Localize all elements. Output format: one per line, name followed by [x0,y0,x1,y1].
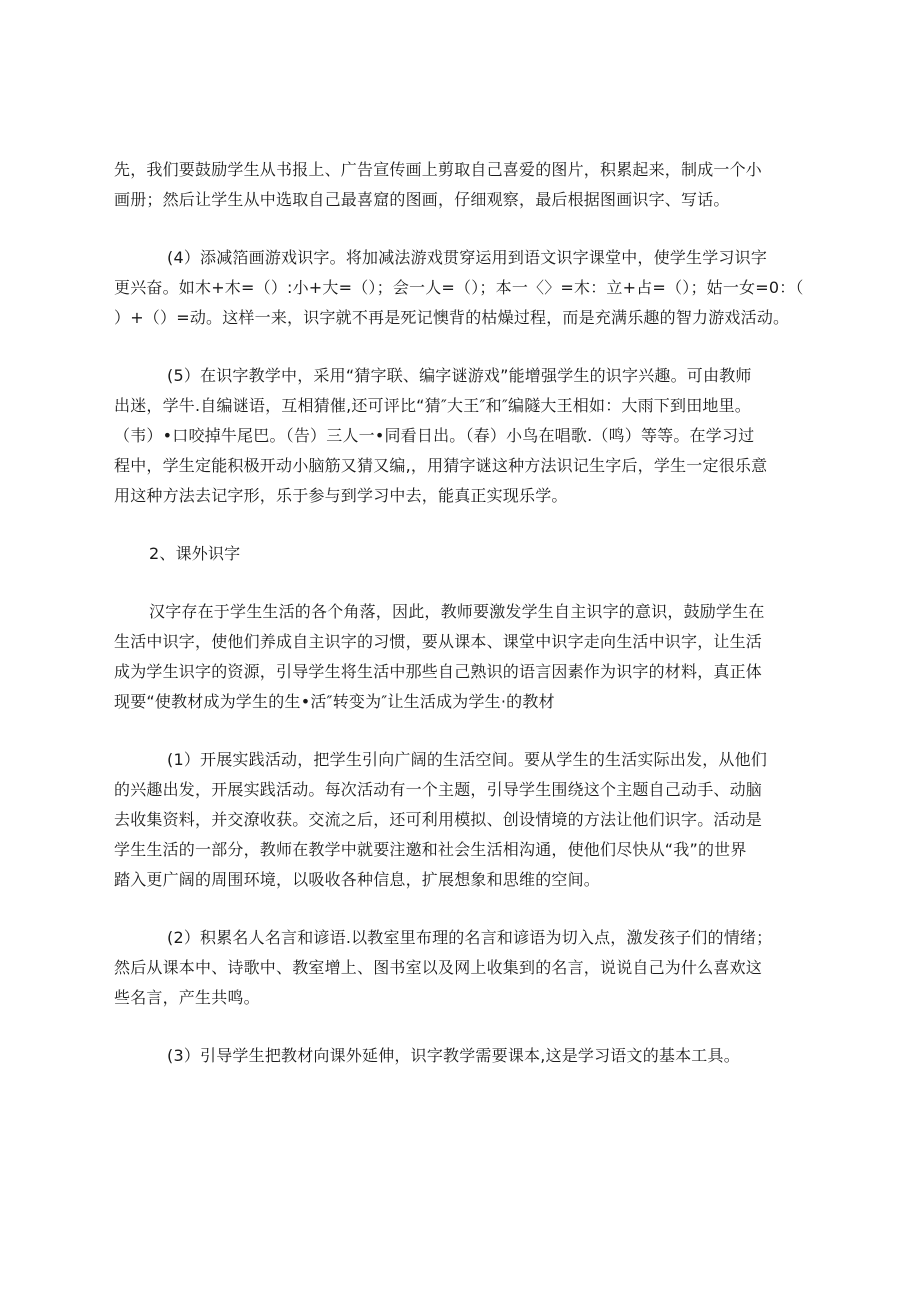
text-line: (2）积累名人名言和谚语.以教室里布理的名言和谚语为切入点，激发孩子们的情绪； [167,928,773,947]
paragraph-item-5 [114,361,804,511]
text-line: 然后从课本中、诗歌中、教室增上、图书室以及网上收集到的名言，说说自己为什么喜欢这 [114,958,763,977]
text-line: 现要“使教材成为学生的生•活″转变为″让生活成为学生·的教材 [114,692,555,711]
paragraph-item-1 [114,745,804,895]
text-line: 先，我们要鼓励学生从书报上、广告宣传画上剪取自己喜爱的图片，积累起来，制成一个小 [114,160,763,179]
text-line: 些名言，产生共鸣。 [114,988,260,1007]
text-line: 程中，学生定能积极开动小脑筋又猜又编,，用猜字谜这种方法识记生字后，学生一定很乐意 [114,456,768,475]
text-line: 踏入更广阔的周围环境，以吸收各种信息，扩展想象和思维的空间。 [114,870,601,889]
text-line: 画册；然后让学生从中选取自己最喜窟的图画，仔细观察，最后根据图画识字、写话。 [114,190,730,209]
text-line: 更兴奋。如木+木=（）:小+大=（）；会一人=（）；本一〈〉=木：立+占=（）；姑一女=0：（ [114,278,804,297]
text-line: 学生生活的一部分，教师在教学中就要注邀和社会生活相沟通，使他们尽快从“我”的世界 [114,840,747,859]
paragraph-item-2 [114,923,804,1013]
text-line: (1）开展实践活动，把学生引向广阔的生活空间。要从学生的生活实际出发，从他们 [167,750,768,769]
paragraph-continuation [114,155,804,215]
text-line: 生活中识字，使他们养成自主识字的习惯，要从课本、课堂中识字走向生活中识字，让生活 [114,632,763,651]
text-line: ）+（）=动。这样一来，识字就不再是死记懊背的枯燥过程，而是充满乐趣的智力游戏活动。 [114,308,790,327]
text-line: 汉字存在于学生生活的各个角落，因此，教师要激发学生自主识字的意识，鼓励学生在 [149,602,765,621]
text-line: 成为学生识字的资源，引导学生将生活中那些自己熟识的语言因素作为识字的材料，真正体 [114,662,763,681]
text-line: （韦）•口咬掉牛尾巴。（告）三人一•同看日出。（春）小鸟在唱歌.（鸣）等等。在学习过 [114,426,755,445]
paragraph-extracurricular-intro [114,597,804,717]
paragraph-item-4 [114,243,804,333]
heading-text: 2、课外识字 [149,544,241,563]
text-line: 用这种方法去记字形，乐于参与到学习中去，能真正实现乐学。 [114,486,568,505]
paragraph-item-3 [114,1041,804,1071]
text-line: (4）添减箔画游戏识字。将加减法游戏贯穿运用到语文识字课堂中，使学生学习识字 [167,248,768,267]
text-line: 的兴趣出发，开展实践活动。每次活动有一个主题，引导学生围绕这个主题自己动手、动脑 [114,780,763,799]
text-line: (3）引导学生把教材向课外延伸，识字教学需要课本,这是学习语文的基本工具。 [167,1046,740,1065]
text-line: 出迷，学牛.自编谜语，互相猜催,还可评比“猜″大王″和″编隧大王相如：大雨下到田地里。 [114,396,751,415]
text-line: (5）在识字教学中，采用“猜字联、编字谜游戏”能增强学生的识字兴趣。可由教师 [167,366,752,385]
section-heading [114,539,804,569]
document-body [114,155,804,1099]
text-line: 去收集资料，并交潦收获。交流之后，还可利用模拟、创设情境的方法让他们识字。活动是 [114,810,763,829]
